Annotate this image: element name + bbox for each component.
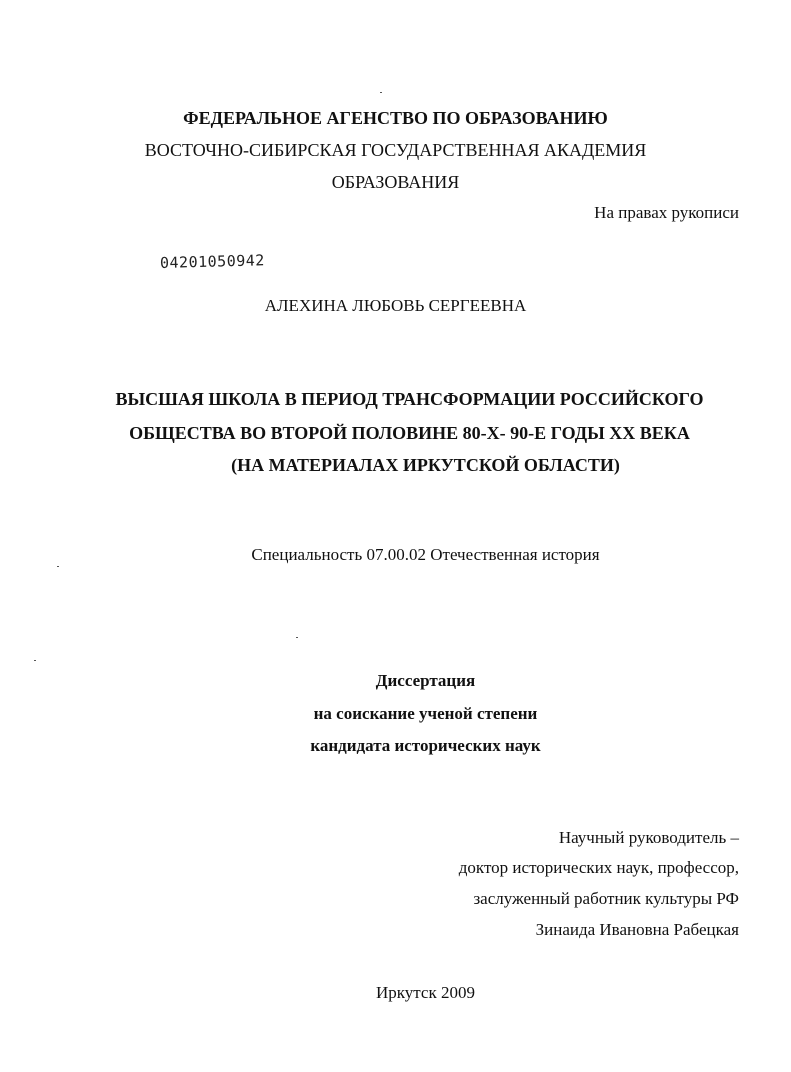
scan-speck [380, 92, 382, 93]
scan-speck [57, 566, 59, 567]
title-line3: (НА МАТЕРИАЛАХ ИРКУТСКОЙ ОБЛАСТИ) [231, 455, 620, 475]
supervisor-degree: доктор исторических наук, профессор, [458, 858, 739, 877]
specialty-line: Специальность 07.00.02 Отечественная история [251, 545, 600, 564]
agency-heading: ФЕДЕРАЛЬНОЕ АГЕНСТВО ПО ОБРАЗОВАНИЮ [183, 108, 608, 128]
place-and-year: Иркутск 2009 [376, 983, 475, 1002]
degree-line: на соискание ученой степени [313, 704, 538, 723]
author-name: АЛЕХИНА ЛЮБОВЬ СЕРГЕЕВНА [264, 296, 527, 315]
supervisor-label: Научный руководитель – [558, 828, 739, 847]
catalog-number-stamp: 04201050942 [159, 251, 266, 272]
scan-speck [34, 660, 36, 661]
title-line1: ВЫСШАЯ ШКОЛА В ПЕРИОД ТРАНСФОРМАЦИИ РОССИЙСКОГО [115, 389, 704, 409]
academy-name-line1: ВОСТОЧНО-СИБИРСКАЯ ГОСУДАРСТВЕННАЯ АКАДЕМИЯ [144, 140, 647, 160]
degree-field-line: кандидата исторических наук [310, 736, 541, 755]
title-line2: ОБЩЕСТВА ВО ВТОРОЙ ПОЛОВИНЕ 80-Х- 90-Е ГОДЫ ХХ ВЕКА [129, 423, 690, 443]
dissertation-label: Диссертация [375, 671, 476, 690]
supervisor-name: Зинаида Ивановна Рабецкая [535, 920, 739, 939]
academy-name-line2: ОБРАЗОВАНИЯ [331, 172, 460, 192]
scan-speck [296, 637, 298, 638]
supervisor-title: заслуженный работник культуры РФ [473, 889, 739, 908]
manuscript-note: На правах рукописи [594, 203, 739, 222]
